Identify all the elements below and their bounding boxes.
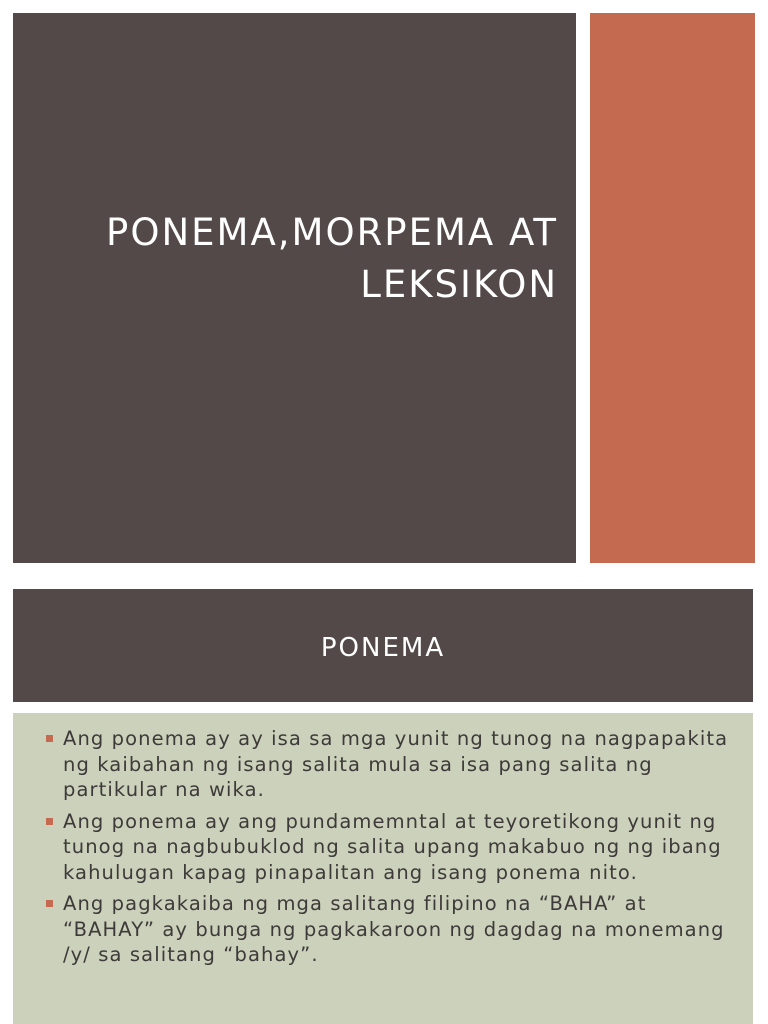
title-slide-panel xyxy=(13,13,576,563)
square-bullet-icon xyxy=(46,900,53,907)
slide-title xyxy=(106,207,558,311)
slide-title-line-1: PONEMA,MORPEMA AT xyxy=(106,211,558,254)
accent-panel xyxy=(590,13,755,563)
square-bullet-icon xyxy=(46,735,53,742)
bullet-text: Ang ponema ay ang pundamemntal at teyoretikong yunit ng tunog na nagbubuklod ng salita upang makabuo ng ng ibang kahulugan kapag pinapalitan ang isang ponema nito. xyxy=(63,809,722,884)
bullet-text: Ang pagkakaiba ng mga salitang filipino na “BAHA” at “BAHAY” ay bunga ng pagkakaroon ng dagdag na monemang /y/ sa salitang “bahay”. xyxy=(63,892,725,966)
section-body-panel xyxy=(13,713,753,1024)
slide-title-line-2: LEKSIKON xyxy=(360,263,558,306)
section-header-panel xyxy=(13,589,753,702)
bullet-text: Ang ponema ay ay isa sa mga yunit ng tunog na nagpapakita ng kaibahan ng isang salita mula sa isa pang salita ng partikular na wika. xyxy=(63,727,729,801)
bullet-item xyxy=(46,809,736,886)
bullet-list xyxy=(46,726,736,974)
bullet-item xyxy=(46,726,736,803)
bullet-item xyxy=(46,891,736,968)
section-heading: PONEMA xyxy=(320,633,446,663)
square-bullet-icon xyxy=(46,818,53,825)
